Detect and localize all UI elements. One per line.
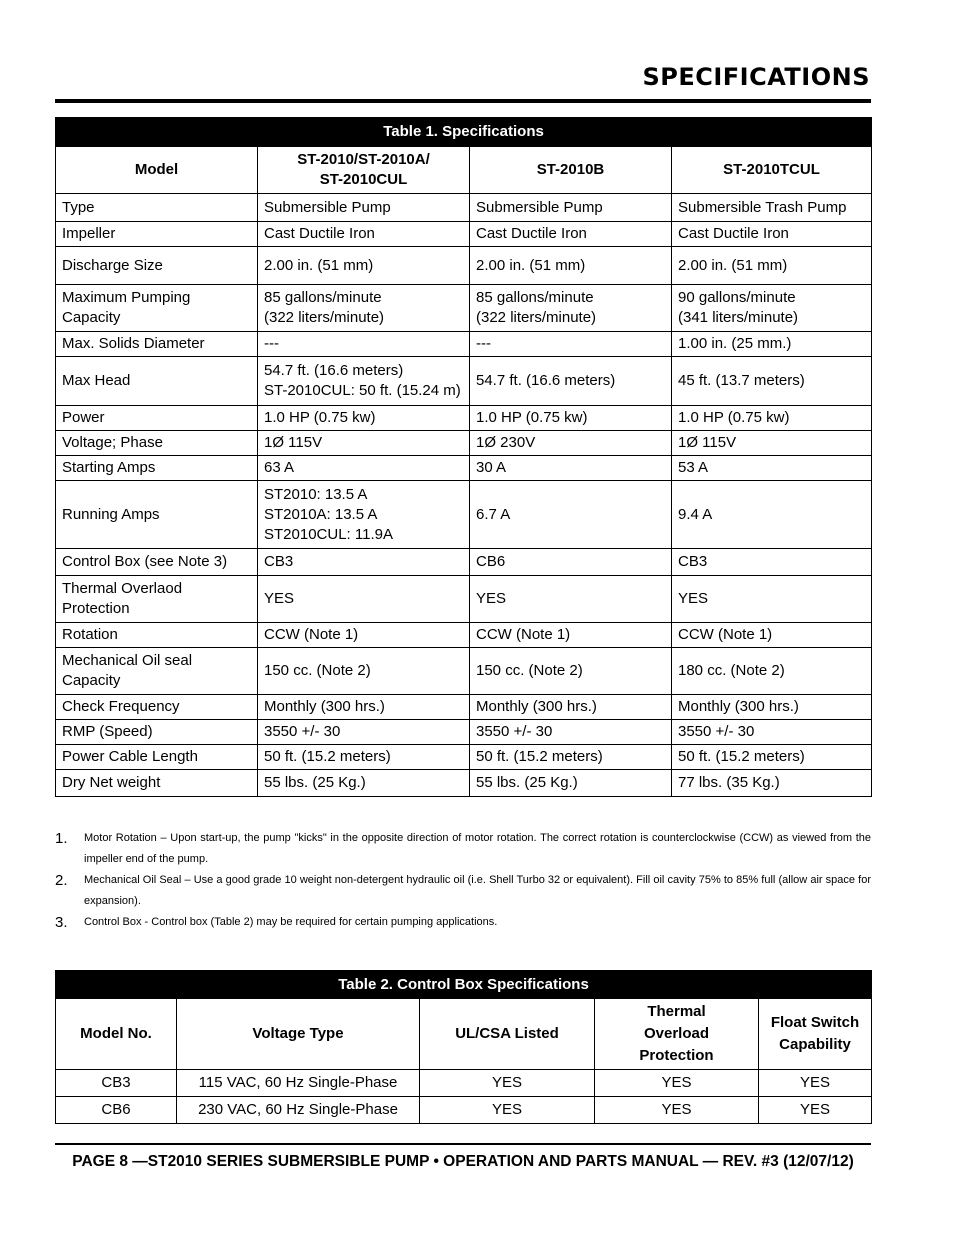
column-header: Thermal Overload Protection (595, 999, 759, 1070)
table-cell: 3550 +/- 30 (470, 720, 672, 745)
row-label: Max. Solids Diameter (56, 332, 258, 357)
table-cell: 180 cc. (Note 2) (672, 648, 872, 695)
table-cell: Cast Ductile Iron (672, 222, 872, 247)
row-label: Control Box (see Note 3) (56, 549, 258, 576)
column-header: UL/CSA Listed (420, 999, 595, 1070)
table-cell: 90 gallons/minute (341 liters/minute) (672, 285, 872, 332)
table-cell: CB3 (258, 549, 470, 576)
table-cell: 3550 +/- 30 (258, 720, 470, 745)
table-cell: CB6 (470, 549, 672, 576)
table-row (56, 648, 872, 695)
column-header: Float Switch Capability (759, 999, 872, 1070)
table-cell: 55 lbs. (25 Kg.) (258, 770, 470, 797)
table-cell: 54.7 ft. (16.6 meters) (470, 357, 672, 406)
row-label: Discharge Size (56, 247, 258, 285)
page-title: SPECIFICATIONS (642, 63, 870, 91)
control-box-table (55, 970, 872, 1124)
table-row (56, 194, 872, 222)
table-cell: CCW (Note 1) (470, 623, 672, 648)
table-cell: 77 lbs. (35 Kg.) (672, 770, 872, 797)
table-cell: 1Ø 230V (470, 431, 672, 456)
table-cell: Cast Ductile Iron (258, 222, 470, 247)
table-row (56, 770, 872, 797)
table-row (56, 549, 872, 576)
table-cell: 1Ø 115V (672, 431, 872, 456)
table-cell: CB6 (56, 1097, 177, 1124)
table-cell: 30 A (470, 456, 672, 481)
table-cell: 150 cc. (Note 2) (470, 648, 672, 695)
table-cell: YES (595, 1070, 759, 1097)
column-header: ST-2010TCUL (672, 147, 872, 194)
bottom-rule (55, 1143, 871, 1145)
row-label: Check Frequency (56, 695, 258, 720)
table-cell: YES (595, 1097, 759, 1124)
table-cell: 53 A (672, 456, 872, 481)
table-cell: 50 ft. (15.2 meters) (672, 745, 872, 770)
table-row (56, 745, 872, 770)
note-text: Motor Rotation – Upon start-up, the pump "kicks" in the opposite direction of motor rotation. The correct rotation is counterclockwise (CCW) as viewed from the impeller end of the pump. (84, 832, 871, 865)
table-cell: 54.7 ft. (16.6 meters) ST-2010CUL: 50 ft. (15.24 m) (258, 357, 470, 406)
table-cell: --- (258, 332, 470, 357)
table-caption: Table 1. Specifications (56, 118, 872, 147)
table-cell: 85 gallons/minute (322 liters/minute) (258, 285, 470, 332)
table-row (56, 1070, 872, 1097)
table-cell: YES (420, 1070, 595, 1097)
table-cell: 115 VAC, 60 Hz Single-Phase (177, 1070, 420, 1097)
table-cell: 1Ø 115V (258, 431, 470, 456)
row-label: Rotation (56, 623, 258, 648)
table-row (56, 1097, 872, 1124)
row-label: Impeller (56, 222, 258, 247)
specifications-table (55, 117, 872, 797)
note-item (55, 828, 871, 870)
note-number: 3. (55, 914, 68, 931)
table-cell: CCW (Note 1) (672, 623, 872, 648)
row-label: Dry Net weight (56, 770, 258, 797)
table-cell: Submersible Pump (258, 194, 470, 222)
row-label: RMP (Speed) (56, 720, 258, 745)
table-cell: YES (759, 1070, 872, 1097)
table-cell: Cast Ductile Iron (470, 222, 672, 247)
note-text: Mechanical Oil Seal – Use a good grade 10 weight non-detergent hydraulic oil (i.e. Shell Turbo 32 or equivalent). Fill oil cavity 75% to 85% full (allow air space for expansion). (84, 874, 871, 907)
table-row (56, 576, 872, 623)
row-label: Power Cable Length (56, 745, 258, 770)
table-cell: 6.7 A (470, 481, 672, 549)
column-header: Voltage Type (177, 999, 420, 1070)
row-label: Running Amps (56, 481, 258, 549)
table-cell: ST2010: 13.5 A ST2010A: 13.5 A ST2010CUL: 11.9A (258, 481, 470, 549)
table-cell: YES (420, 1097, 595, 1124)
table-cell: 2.00 in. (51 mm) (470, 247, 672, 285)
table-cell: YES (258, 576, 470, 623)
table-cell: 1.0 HP (0.75 kw) (672, 406, 872, 431)
table-row (56, 720, 872, 745)
table-cell: 2.00 in. (51 mm) (258, 247, 470, 285)
table-row (56, 456, 872, 481)
note-number: 2. (55, 872, 68, 889)
column-header: Model No. (56, 999, 177, 1070)
row-label: Maximum Pumping Capacity (56, 285, 258, 332)
note-item (55, 912, 871, 933)
table-row (56, 695, 872, 720)
note-text: Control Box - Control box (Table 2) may be required for certain pumping applications. (84, 916, 498, 928)
column-header: ST-2010/ST-2010A/ ST-2010CUL (258, 147, 470, 194)
column-header: Model (56, 147, 258, 194)
table-cell: Monthly (300 hrs.) (672, 695, 872, 720)
table-cell: 85 gallons/minute (322 liters/minute) (470, 285, 672, 332)
top-rule (55, 99, 871, 103)
table-cell: 50 ft. (15.2 meters) (258, 745, 470, 770)
table-cell: Monthly (300 hrs.) (470, 695, 672, 720)
column-header: ST-2010B (470, 147, 672, 194)
note-item (55, 870, 871, 912)
table-row (56, 285, 872, 332)
row-label: Thermal Overlaod Protection (56, 576, 258, 623)
table-cell: Monthly (300 hrs.) (258, 695, 470, 720)
table-cell: YES (759, 1097, 872, 1124)
table-cell: CCW (Note 1) (258, 623, 470, 648)
table-cell: 230 VAC, 60 Hz Single-Phase (177, 1097, 420, 1124)
table-cell: 45 ft. (13.7 meters) (672, 357, 872, 406)
table-cell: CB3 (56, 1070, 177, 1097)
table-cell: 55 lbs. (25 Kg.) (470, 770, 672, 797)
table-row (56, 481, 872, 549)
table-cell: Submersible Trash Pump (672, 194, 872, 222)
table-cell: Submersible Pump (470, 194, 672, 222)
table-cell: 9.4 A (672, 481, 872, 549)
table-cell: YES (672, 576, 872, 623)
notes (55, 828, 871, 933)
page-footer: PAGE 8 —ST2010 SERIES SUBMERSIBLE PUMP • OPERATION AND PARTS MANUAL — REV. #3 (12/07/12) (72, 1153, 854, 1170)
table-cell: 2.00 in. (51 mm) (672, 247, 872, 285)
row-label: Type (56, 194, 258, 222)
table-row (56, 431, 872, 456)
table-cell: 50 ft. (15.2 meters) (470, 745, 672, 770)
row-label: Mechanical Oil seal Capacity (56, 648, 258, 695)
table-cell: 63 A (258, 456, 470, 481)
row-label: Starting Amps (56, 456, 258, 481)
table-row (56, 406, 872, 431)
row-label: Voltage; Phase (56, 431, 258, 456)
row-label: Power (56, 406, 258, 431)
table-cell: 1.00 in. (25 mm.) (672, 332, 872, 357)
row-label: Max Head (56, 357, 258, 406)
table-cell: 3550 +/- 30 (672, 720, 872, 745)
table-row (56, 247, 872, 285)
table-caption: Table 2. Control Box Specifications (56, 971, 872, 999)
table-row (56, 222, 872, 247)
table-cell: 150 cc. (Note 2) (258, 648, 470, 695)
table-cell: --- (470, 332, 672, 357)
table-cell: YES (470, 576, 672, 623)
table-cell: CB3 (672, 549, 872, 576)
note-number: 1. (55, 830, 68, 847)
table-cell: 1.0 HP (0.75 kw) (470, 406, 672, 431)
table-cell: 1.0 HP (0.75 kw) (258, 406, 470, 431)
table-row (56, 332, 872, 357)
table-row (56, 357, 872, 406)
table-row (56, 623, 872, 648)
